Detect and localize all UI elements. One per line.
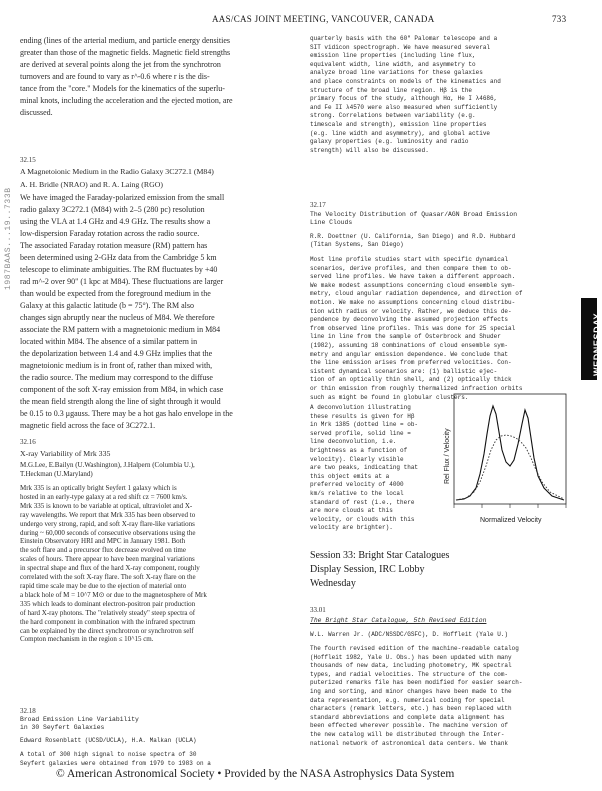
abstract-authors: A. H. Bridle (NRAO) and R. A. Laing (RGO)	[20, 180, 163, 189]
text-line: line deconvolution, i.e.	[310, 438, 397, 446]
text-line: and Fe II λ4570 were also measured when sufficiently	[310, 103, 498, 111]
text-line: can be explained by the direct synchrotron or synchrotron self	[20, 626, 194, 635]
text-line: the hard component in combination with the infrared spectrum	[20, 617, 196, 626]
abstract-title: in 30 Seyfert Galaxies	[20, 724, 105, 731]
abstract-title: A Magnetoionic Medium in the Radio Galaxy 3C272.1 (M84)	[20, 167, 214, 176]
text-line: brightness as a function of	[310, 446, 408, 454]
text-line: rapid time scale may be due to the ejection of material onto	[20, 581, 187, 590]
text-line: ray wavelengths. We report that Mrk 335 has been observed to	[20, 510, 196, 519]
text-line: changes sign abruptly near the nucleus of M84. We therefore	[20, 313, 215, 322]
text-line: and place constraints on models of the kinematics and	[310, 77, 501, 85]
text-line: puterized remarks file has been modified for easier search-	[310, 679, 523, 687]
text-line: radio galaxy 3C272.1 (M84) with 2–5 (280 pc) resolution	[20, 205, 205, 214]
text-line: served profile, solid line =	[310, 429, 411, 437]
abstract-number: 32.18	[20, 707, 36, 715]
text-line: turnovers and are found to vary as r^-0.6 where r is the dis-	[20, 72, 210, 81]
text-line: structure of the broad line region. Hβ is the	[310, 86, 473, 94]
text-line: are more clouds at this	[310, 507, 393, 515]
text-line: from observed line profiles. This was done for 25 special	[310, 324, 516, 332]
text-line: A deconvolution illustrating	[310, 404, 411, 411]
text-line: 335 which leads to dominant electron-positron pair production	[20, 599, 196, 608]
text-line: Compton mechanism in the region ≤ 10^15 cm.	[20, 635, 154, 644]
text-line: strong. Correlations between variability (e.g.	[310, 112, 476, 120]
text-line: scenarios, derive profiles, and then compare them to ob-	[310, 264, 512, 272]
abstract-body	[20, 192, 233, 432]
abstract-title: Line Clouds	[310, 219, 353, 226]
abstract-authors: (Titan Systems, San Diego)	[310, 241, 404, 248]
text-line: tion with radius or velocity. Rather, we deduce this de-	[310, 307, 512, 315]
text-line: associate the RM pattern with a magnetoionic medium in M84	[20, 325, 221, 334]
text-line: Mrk 335 is an optically bright Seyfert 1 galaxy which is	[20, 484, 177, 492]
text-line: A total of 300 high signal to noise spectra of 30	[20, 751, 197, 758]
text-line: in Mrk 1385 (dotted line = ob-	[310, 421, 419, 429]
text-line: preferred velocity of 4000	[310, 481, 404, 489]
session-subtitle: Display Session, IRC Lobby	[310, 564, 425, 575]
abstract-title: X-ray Variability of Mrk 335	[20, 449, 111, 458]
text-line: the soft flare and a precursor flux decrease evolved on time	[20, 546, 186, 555]
page-number: 733	[552, 14, 567, 24]
text-line: Seyfert galaxies were obtained from 1979 to 1983 on a	[20, 759, 211, 767]
text-line: telescope to eliminate ambiguities. The RM fluctuates by +40	[20, 265, 218, 274]
text-line: such as might be found in globular clusters.	[310, 393, 469, 401]
text-line: (1982), assuming 18 combinations of cloud ensemble sym-	[310, 341, 509, 349]
abstract-authors: W.L. Warren Jr. (ADC/NSSDC/GSFC), D. Hoffleit (Yale U.)	[310, 631, 509, 638]
text-line: been determined using 2-GHz data from the Cambridge 5 km	[20, 253, 217, 262]
abstract-body	[310, 256, 522, 402]
text-line: metry and angular emission dependence. We conclude that	[310, 350, 509, 358]
session-title: Session 33: Bright Star Catalogues	[310, 550, 450, 561]
abstract-number: 33.01	[310, 606, 326, 614]
text-line: tance from the "core." Models for the kinematics of the superlu-	[20, 84, 225, 93]
text-line: scales of hours. There appear to have been marginal variations	[20, 555, 195, 564]
text-line: located within M84. The absence of a similar pattern in	[20, 337, 198, 346]
text-line: in spectral shape and flux of the hard X-ray component, roughly	[20, 564, 200, 573]
text-line: the line emission arises from preferred velocities. Con-	[310, 359, 512, 367]
text-line: using the VLA at 1.4 GHz and 4.9 GHz. The results show a	[20, 217, 211, 226]
text-line: are derived at several points along the jet from the synchrotron	[20, 60, 221, 69]
text-line: been effected wherever possible. The machine version of	[310, 722, 509, 730]
abstract-authors: Edward Rosenblatt (UCSD/UCLA), H.A. Malkan (UCLA)	[20, 737, 197, 744]
abstract-body	[20, 751, 211, 768]
y-axis-label: Rel Flux / Velocity	[444, 428, 451, 484]
abstract-title: The Velocity Distribution of Quasar/AGN Broad Emission	[310, 211, 518, 218]
deconvolution-solid-line	[456, 406, 564, 500]
abstract-body	[20, 484, 207, 644]
text-line: discussed.	[20, 108, 53, 117]
text-line: equivalent width, line width, and asymmetry to	[310, 60, 476, 68]
abstract-authors: T.Heckman (U.Maryland)	[20, 470, 93, 478]
text-line: types, and radial velocities. The structure of the com-	[310, 670, 509, 678]
text-line: km/s relative to the local	[310, 489, 404, 497]
text-line: Mrk 335 is known to be variable at optical, ultraviolet and X-	[20, 501, 193, 510]
text-line: rad m^-2 over 90" (1 kpc at M84). These fluctuations are larger	[20, 277, 224, 286]
text-line: these results is given for Hβ	[310, 412, 415, 420]
text-line: hosted in an early-type galaxy at a red shift cz = 7600 km/s.	[20, 492, 188, 501]
text-line: velocity). Clearly visible	[310, 455, 404, 463]
text-line: this object emits at a	[310, 472, 390, 480]
text-line: the depolarization between 1.4 and 4.9 GHz implies that the	[20, 349, 213, 358]
text-line: national network of astronomical data centers. We thank	[310, 739, 509, 747]
abstract-number: 32.17	[310, 201, 326, 209]
text-line: during ~ 60,000 seconds of consecutive observations using the	[20, 528, 196, 537]
text-line: standard abbreviations and complete data alignment has	[310, 713, 505, 721]
text-line: low-dispersion Faraday rotation across the radio source.	[20, 229, 200, 238]
text-line: timescale and strength), emission line properties	[310, 120, 487, 128]
x-axis-label: Normalized Velocity	[480, 517, 542, 524]
left-intro	[20, 35, 233, 119]
text-line: strength) will also be discussed.	[310, 146, 429, 154]
text-line: the radio source. The medium may correspond to the diffuse	[20, 373, 213, 382]
page-footer: © American Astronomical Society • Provided by the NASA Astrophysics Data System	[56, 768, 455, 780]
text-line: emission line properties (including line flux,	[310, 52, 476, 60]
text-line: correlated with the soft X-ray flare. The soft X-ray flare on the	[20, 573, 196, 582]
text-line: are two peaks, indicating that	[310, 464, 419, 472]
text-line: the new catalog will be distributed through the Inter-	[310, 730, 505, 738]
line-profile-figure	[440, 388, 572, 536]
text-line: motion. We make no assumptions concerning cloud distribu-	[310, 298, 516, 306]
text-line: of hard X-ray photons. The "relatively steady" steep spectra of	[20, 608, 196, 617]
abstract-number: 32.16	[20, 438, 36, 446]
text-line: pendence by deconvolving the assumed projection effects	[310, 316, 509, 324]
abstract-title: The Bright Star Catalogue, 5th Revised Edition	[310, 617, 487, 624]
text-line: analyze broad line variations for these galaxies	[310, 69, 483, 77]
text-line: metry, cloud angular radiation dependence, and direction of	[310, 290, 523, 298]
bibcode-stamp: 1987BAAS...19..733B	[4, 187, 13, 290]
text-line: than would be expected from the foreground medium in the	[20, 289, 211, 298]
wednesday-tab: WEDNESDAY	[581, 298, 597, 380]
text-line: Einstein Observatory HRI and MPC in January 1981. Both	[20, 537, 186, 546]
text-line: (e.g. line width and asymmetry), and global active	[310, 129, 491, 137]
text-line: velocity are brighter).	[310, 524, 393, 532]
text-line: magnetic field across the face of 3C272.1.	[20, 421, 156, 430]
figure-caption	[310, 404, 418, 533]
abstract-body	[310, 645, 522, 748]
text-line: greater than those of the magnetic fields. Magnetic field strengths	[20, 48, 231, 57]
abstract-authors: M.G.Lee, E.Bailyn (U.Washington), J.Halpern (Columbia U.),	[20, 461, 195, 469]
text-line: (Hoffleit 1982, Yale U. Obs.) has been updated with many	[310, 653, 512, 661]
text-line: primary focus of the study, although Hα, He I λ4686,	[310, 95, 498, 103]
plot-frame	[454, 394, 566, 504]
text-line: be 0.15 to 0.3 μgauss. There may be a hot gas halo envelope in the	[20, 409, 233, 418]
text-line: Most line profile studies start with specific dynamical	[310, 256, 509, 263]
observed-dotted-line	[456, 435, 564, 500]
text-line: characters (remark letters, etc.) has been replaced with	[310, 705, 512, 713]
text-line: SIT vidicon spectrograph. We have measured several	[310, 43, 491, 51]
text-line: component of the soft X-ray emission from M84, in which case	[20, 385, 224, 394]
abstract-number: 32.15	[20, 156, 36, 164]
text-line: We have imaged the Faraday-polarized emission from the small	[20, 193, 225, 202]
text-line: a black hole of M = 10^7 M⊙ or due to the magnetosphere of Mrk	[20, 590, 207, 599]
text-line: ing and sorting, and minor changes have been made to the	[310, 687, 512, 695]
text-line: minal knots, including the acceleration and the ejected motion, are	[20, 96, 233, 105]
text-line: ending (lines of the arterial medium, and particle energy densities	[20, 36, 231, 45]
text-line: galaxy properties (e.g. luminosity and radio	[310, 138, 469, 146]
text-line: Galaxy at this galactic latitude (b = 75°). The RM also	[20, 301, 194, 310]
text-line: magnetoionic medium is in front of, rather than mixed with,	[20, 361, 213, 370]
session-day: Wednesday	[310, 578, 356, 589]
text-line: standard of rest (i.e., there	[310, 498, 415, 506]
text-line: served line profiles. We have taken a different approach.	[310, 273, 516, 281]
text-line: undergo very strong, rapid, and soft X-ray flare-like variations	[20, 519, 195, 528]
text-line: velocity, or clouds with this	[310, 515, 415, 523]
running-header: AAS/CAS JOINT MEETING, VANCOUVER, CANADA	[212, 14, 435, 24]
text-line: thousands of new data, including photometry, MK spectral	[310, 662, 512, 670]
text-line: quarterly basis with the 60" Palomar telescope and a	[310, 35, 498, 42]
text-line: the mean field strength along the line of sight through it would	[20, 397, 221, 406]
text-line: The associated Faraday rotation measure (RM) pattern has	[20, 241, 208, 250]
text-line: data representation, e.g. numerical coding for special	[310, 696, 505, 704]
text-line: The fourth revised edition of the machine-readable catalog	[310, 645, 519, 652]
abstract-authors: R.R. Doettner (U. California, San Diego) and R.D. Hubbard	[310, 233, 516, 240]
text-line: line in line from the sample of Osterbrock and Shuder	[310, 333, 501, 341]
text-line: tion of an optically thin shell, and (2) optically thick	[310, 376, 512, 384]
text-line: or thin emission from roughly thermalized infraction orbits	[310, 384, 523, 392]
abstract-title: Broad Emission Line Variability	[20, 716, 139, 723]
right-intro	[310, 35, 501, 155]
text-line: We make modest assumptions concerning cloud ensemble sym-	[310, 281, 516, 289]
text-line: sistent dynamical scenarios are: (1) ballistic ejec-	[310, 367, 498, 375]
